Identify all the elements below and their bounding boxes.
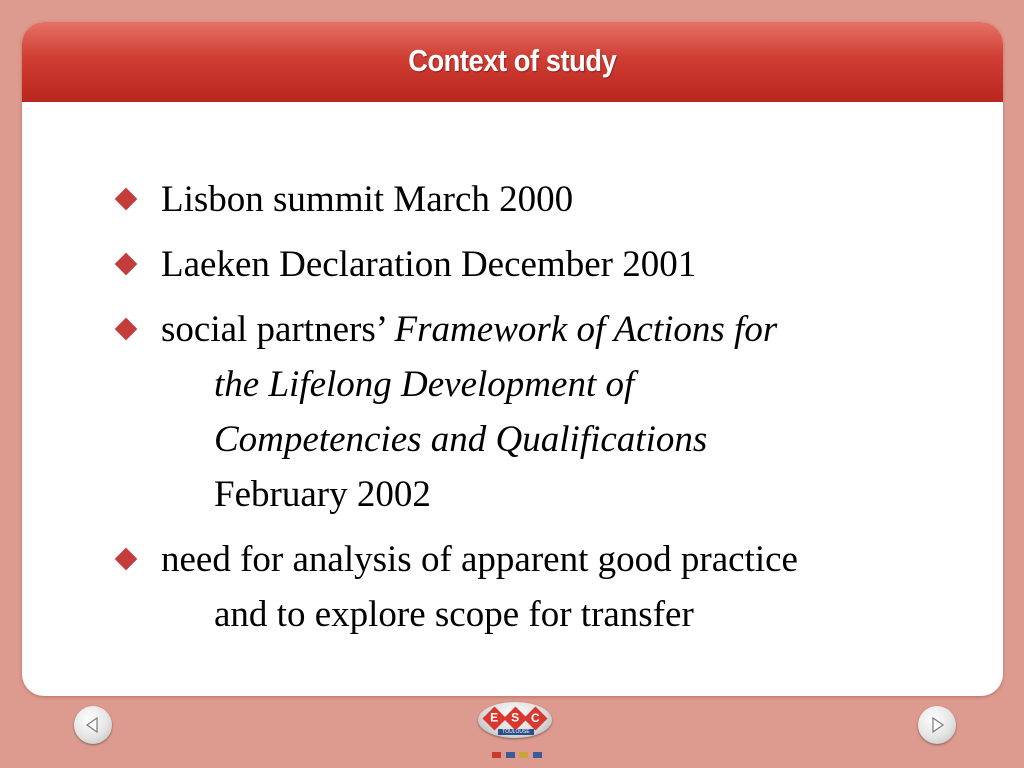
bullet-continuation bbox=[214, 412, 707, 467]
logo-letter: E bbox=[490, 710, 499, 725]
previous-slide-button[interactable] bbox=[74, 706, 112, 744]
bullet-item bbox=[118, 302, 958, 532]
diamond-bullet-icon bbox=[115, 253, 138, 276]
slide-content bbox=[22, 22, 1003, 696]
bullet-italic-line: Competencies and Qualifications bbox=[214, 419, 708, 460]
bullet-text: Lisbon summit March 2000 bbox=[161, 179, 574, 220]
bullet-continuation bbox=[214, 357, 634, 412]
esc-toulouse-logo bbox=[476, 700, 556, 768]
bullet-continuation: February 2002 bbox=[214, 474, 431, 515]
logo-letter: C bbox=[531, 710, 540, 725]
arrow-left-icon bbox=[84, 716, 102, 734]
bullet-lead-italic: Framework of Actions for bbox=[394, 309, 778, 350]
logo-letters bbox=[486, 710, 544, 728]
bullet-item bbox=[118, 532, 958, 642]
logo-accreditation-marks bbox=[492, 752, 542, 760]
bullet-text: need for analysis of apparent good practice bbox=[161, 539, 798, 580]
arrow-right-icon bbox=[928, 716, 946, 734]
bullet-text: Laeken Declaration December 2001 bbox=[161, 244, 697, 285]
diamond-bullet-icon bbox=[115, 188, 138, 211]
bullet-italic-line: the Lifelong Development of bbox=[214, 364, 635, 405]
logo-letter: S bbox=[510, 710, 520, 725]
diamond-bullet-icon bbox=[115, 318, 138, 341]
diamond-bullet-icon bbox=[115, 548, 138, 571]
slide-card bbox=[22, 22, 1003, 696]
slide-title: Context of study bbox=[408, 43, 617, 78]
bullet-continuation: and to explore scope for transfer bbox=[214, 594, 694, 635]
logo-subtitle: TOULOUSE bbox=[498, 729, 534, 735]
bullet-text bbox=[161, 302, 777, 357]
bullet-lead: social partners’ bbox=[161, 309, 395, 350]
next-slide-button[interactable] bbox=[918, 706, 956, 744]
